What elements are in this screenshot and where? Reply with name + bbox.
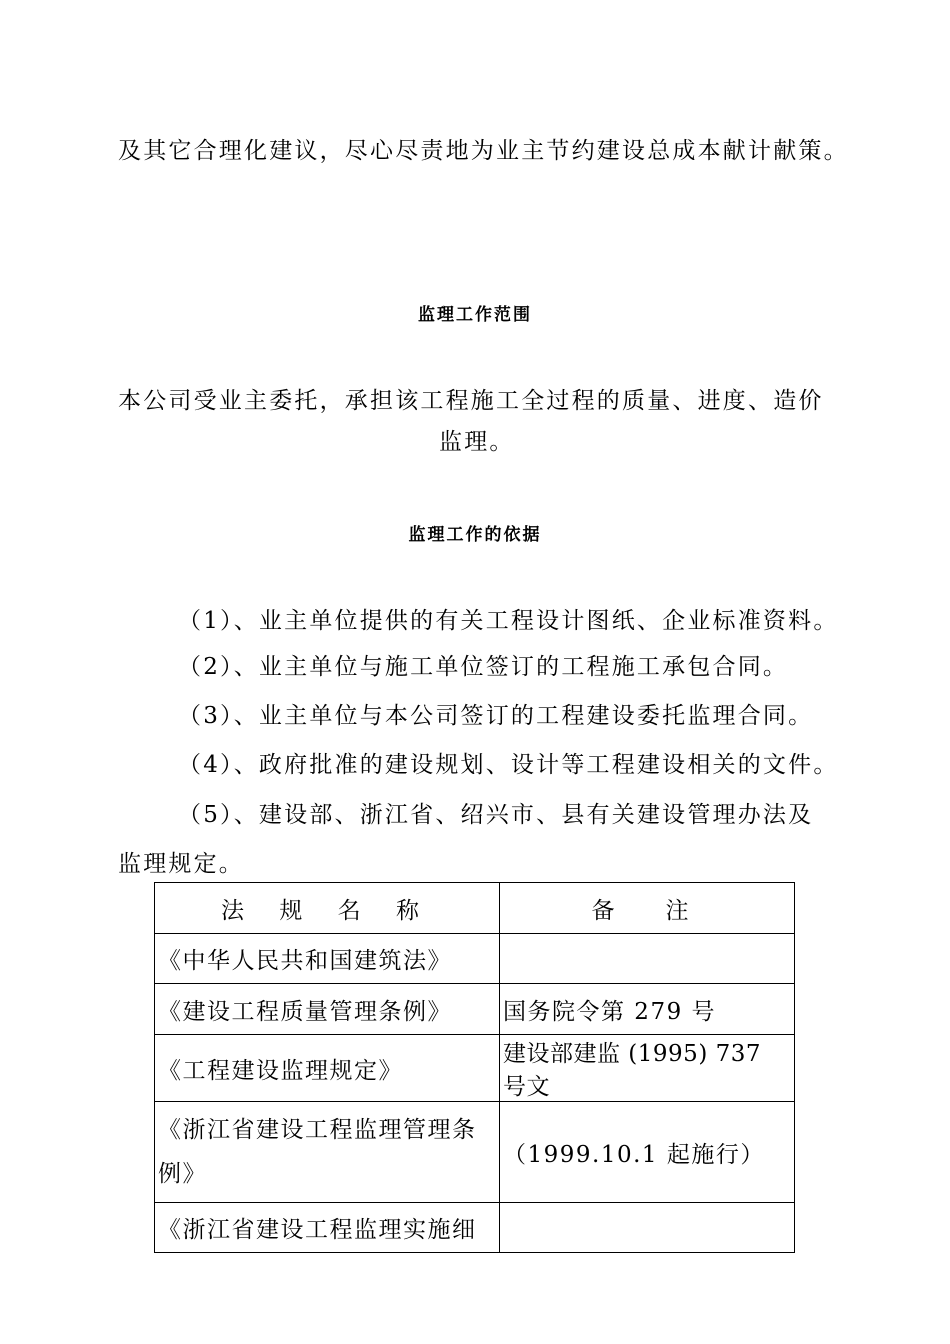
table-row [155,984,795,1035]
basis-heading: 监理工作的依据 [408,525,542,545]
regulations-table [154,882,795,1253]
table-row [155,934,795,984]
regulation-note [500,934,795,984]
table-header-row [155,883,795,934]
basis-item-5: （5）、建设部、浙江省、绍兴市、县有关建设管理办法及 [178,802,814,828]
scope-paragraph-line1: 本公司受业主委托，承担该工程施工全过程的质量、进度、造价 [118,388,824,414]
table-row [155,1102,795,1203]
header-regulation-name: 法 规 名 称 [155,883,500,934]
table-row [155,1035,795,1102]
regulation-note [500,1203,795,1253]
regulation-note: （1999.10.1 起施行） [500,1102,795,1203]
table-row [155,1203,795,1253]
basis-item-5-continued: 监理规定。 [118,851,244,877]
regulation-name: 《中华人民共和国建筑法》 [155,934,500,984]
basis-item-4: （4）、政府批准的建设规划、设计等工程建设相关的文件。 [178,752,839,778]
intro-tail-text: 及其它合理化建议，尽心尽责地为业主节约建设总成本献计献策。 [118,138,849,164]
scope-heading: 监理工作范围 [418,305,532,325]
regulation-note: 国务院令第 279 号 [500,984,795,1035]
scope-paragraph-line2: 监理。 [439,429,515,455]
basis-item-3: （3）、业主单位与本公司签订的工程建设委托监理合同。 [178,703,814,729]
regulation-note: 建设部建监 (1995) 737 号文 [500,1035,795,1102]
regulation-name: 《建设工程质量管理条例》 [155,984,500,1035]
regulation-name: 《工程建设监理规定》 [155,1035,500,1102]
basis-item-1: （1）、业主单位提供的有关工程设计图纸、企业标准资料。 [178,608,839,634]
basis-item-2: （2）、业主单位与施工单位签订的工程施工承包合同。 [178,654,789,680]
regulation-name: 《浙江省建设工程监理实施细 [155,1203,500,1253]
header-remarks: 备 注 [500,883,795,934]
regulation-name: 《浙江省建设工程监理管理条例》 [155,1102,500,1203]
